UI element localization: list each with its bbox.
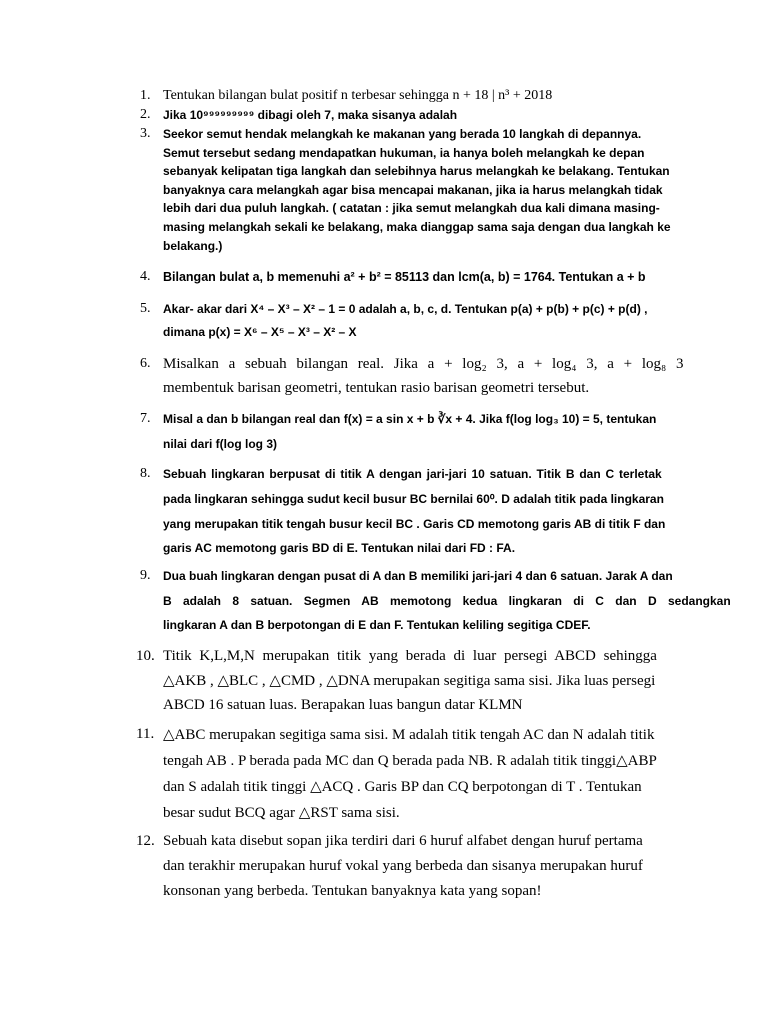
problem-line: Titik K,L,M,N merupakan titik yang berada di luar persegi ABCD sehingga: [163, 648, 657, 664]
problem-text: [163, 298, 680, 344]
problem-line: besar sudut BCQ agar △RST sama sisi.: [163, 805, 400, 821]
problem-line: Sebuah kata disebut sopan jika terdiri dari 6 huruf alfabet dengan huruf pertama: [163, 833, 643, 849]
problem-line: lebih dari dua puluh langkah. ( catatan : jika semut melangkah dua kali dimana masing-: [163, 201, 660, 216]
problem-line: △AKB , △BLC , △CMD , △DNA merupakan segitiga sama sisi. Jika luas persegi: [163, 672, 656, 689]
problem-line: belakang.): [163, 238, 223, 253]
problem-line: Semut tersebut sedang mendapatkan hukuman, ia hanya boleh melangkah ke depan: [163, 145, 645, 160]
problem-line: masing melangkah sekali ke belakang, maka dianggap sama saja dengan dua langkah ke: [163, 219, 671, 234]
problem-line: membentuk barisan geometri, tentukan rasio barisan geometri tersebut.: [163, 380, 590, 396]
problem-number: 6.: [140, 356, 151, 371]
problem-text: [163, 125, 680, 255]
problem-line: ABCD 16 satuan luas. Berapakan luas bangun datar KLMN: [163, 697, 523, 713]
problem-number: 4.: [140, 269, 151, 284]
problem-line: konsonan yang berbeda. Tentukan banyaknya kata yang sopan!: [163, 883, 542, 899]
problem-number: 9.: [140, 568, 151, 583]
problem-line: B adalah 8 satuan. Segmen AB memotong kedua lingkaran di C dan D sedangkan: [163, 593, 731, 608]
problem-number: 8.: [140, 466, 151, 481]
problem-text: Tentukan bilangan bulat positif n terbesar sehingga n + 18 | n³ + 2018: [163, 88, 553, 103]
problem-line: Akar- akar dari X⁴ – X³ – X² – 1 = 0 adalah a, b, c, d. Tentukan p(a) + p(b) + p(c) + p(d) ,: [163, 302, 648, 316]
problem-number: 7.: [140, 411, 151, 426]
problem-line: banyaknya cara melangkah agar bisa mencapai makanan, jika ia harus melangkah tidak: [163, 182, 663, 197]
problem-text: Jika 10⁹⁹⁹⁹⁹⁹⁹⁹⁹ dibagi oleh 7, maka sisanya adalah: [163, 108, 458, 122]
problem-number: 11.: [136, 726, 155, 742]
problem-line: Misal a dan b bilangan real dan f(x) = a sin x + b ∛x + 4. Jika f(log log₃ 10) = 5, tentukan: [163, 412, 657, 426]
problem-line: Seekor semut hendak melangkah ke makanan yang berada 10 langkah di depannya.: [163, 127, 642, 141]
problem-line: Misalkan a sebuah bilangan real. Jika a + log₂ 3, a + log₄ 3, a + log₈ 3: [163, 356, 684, 372]
problem-number: 3.: [140, 126, 151, 141]
problem-line: dimana p(x) = X⁶ – X⁵ – X³ – X² – X: [163, 325, 357, 339]
problem-line: Sebuah lingkaran berpusat di titik A dengan jari-jari 10 satuan. Titik B dan C terletak: [163, 467, 662, 481]
problem-number: 5.: [140, 301, 151, 316]
problem-text: [163, 644, 680, 718]
problem-line: dan S adalah titik tinggi △ACQ . Garis BP dan CQ berpotongan di T . Tentukan: [163, 779, 642, 795]
problem-line: tengah AB . P berada pada MC dan Q berada pada NB. R adalah titik tinggi△ABP: [163, 753, 657, 769]
problem-line: dan terakhir merupakan huruf vokal yang berbeda dan sisanya merupakan huruf: [163, 858, 643, 874]
problem-number: 1.: [140, 88, 151, 103]
problem-line: pada lingkaran sehingga sudut kecil busur BC bernilai 60⁰. D adalah titik pada lingkaran: [163, 491, 664, 506]
problem-line: sebanyak kelipatan tiga langkah dan selebihnya harus melangkah ke belakang. Tentukan: [163, 164, 670, 179]
problem-text: [163, 352, 684, 400]
problem-number: 10.: [136, 648, 155, 664]
problem-text: [163, 407, 680, 457]
problem-line: nilai dari f(log log 3): [163, 437, 277, 451]
problem-line: lingkaran A dan B berpotongan di E dan F. Tentukan keliling segitiga CDEF.: [163, 618, 591, 632]
problem-text: [163, 722, 680, 826]
problem-text: Bilangan bulat a, b memenuhi a² + b² = 85113 dan lcm(a, b) = 1764. Tentukan a + b: [163, 270, 646, 284]
problem-line: △ABC merupakan segitiga sama sisi. M adalah titik tengah AC dan N adalah titik: [163, 727, 655, 743]
problem-number: 2.: [140, 107, 151, 122]
problem-text: [163, 829, 680, 904]
problem-line: Dua buah lingkaran dengan pusat di A dan B memiliki jari-jari 4 dan 6 satuan. Jarak A dan: [163, 569, 673, 583]
problem-text: [163, 564, 731, 638]
problem-number: 12.: [136, 833, 155, 849]
problem-line: yang merupakan titik tengah busur kecil BC . Garis CD memotong garis AB di titik F dan: [163, 516, 666, 531]
problem-text: [163, 462, 680, 561]
problem-line: garis AC memotong garis BD di E. Tentukan nilai dari FD : FA.: [163, 541, 516, 556]
